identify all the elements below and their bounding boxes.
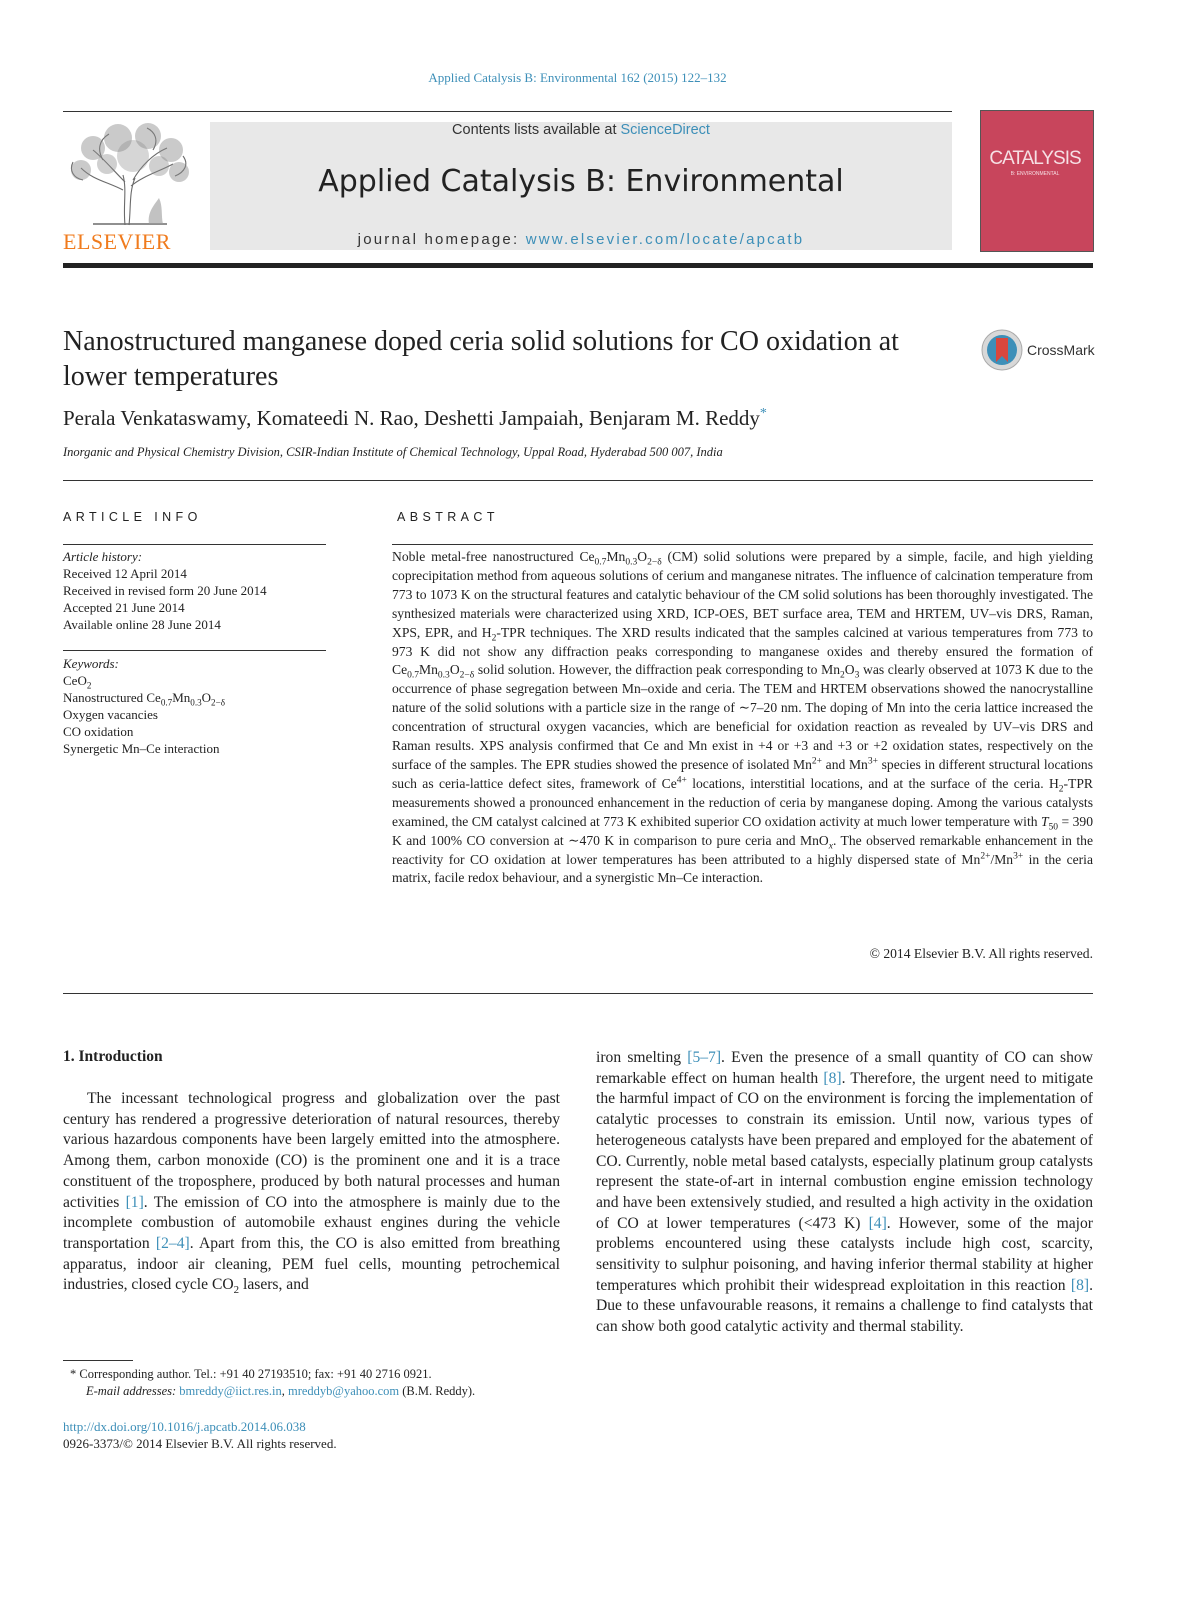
- keyword-item: CO oxidation: [63, 724, 134, 739]
- contents-line: [210, 122, 952, 138]
- email-suffix: (B.M. Reddy).: [399, 1384, 476, 1398]
- corresponding-author-note: * Corresponding author. Tel.: +91 40 27193510; fax: +91 40 2716 0921.: [70, 1367, 432, 1381]
- contents-prefix: Contents lists available at: [452, 122, 621, 138]
- email-link[interactable]: mreddyb@yahoo.com: [288, 1384, 400, 1398]
- ref-link[interactable]: [8]: [823, 1069, 842, 1087]
- crossmark-label[interactable]: CrossMark: [1027, 342, 1095, 358]
- abstract-copyright: © 2014 Elsevier B.V. All rights reserved.: [869, 946, 1093, 961]
- keyword-item: Oxygen vacancies: [63, 707, 158, 722]
- ref-link[interactable]: [1]: [125, 1193, 144, 1211]
- elsevier-wordmark: ELSEVIER: [63, 229, 171, 254]
- journal-cover-thumbnail[interactable]: [980, 110, 1094, 252]
- journal-homepage-line: [210, 231, 952, 248]
- doi-link[interactable]: http://dx.doi.org/10.1016/j.apcatb.2014.06.038: [63, 1419, 306, 1434]
- ref-link[interactable]: [5–7]: [687, 1049, 722, 1066]
- keyword-item: Nanostructured $Ce_{0.7}Mn_{0.3}O_{2-\delta}$: [63, 690, 226, 708]
- history-item: Available online 28 June 2014: [63, 617, 221, 632]
- keyword-item: Synergetic Mn–Ce interaction: [63, 741, 220, 756]
- email-link[interactable]: bmreddy@iict.res.in: [179, 1384, 282, 1398]
- body-column-left: The incessant technological progress and globalization over the past century has rendered a progressive deterioration of natural resources, thereby various hazardous components have been largely emitted into the atmosphere. Among them, carbon monoxide (CO) is the prominent one and it is a trace constituent of the troposphere, produced by both natural processes and human activities [1]. The emission of CO into the atmosphere is mainly due to the incomplete combustion of automobile exhaust engines during the vehicle transportation [2–4]. Apart from this, the CO is also emitted from breathing apparatus, indoor air cleaning, PEM fuel cells, mounting petrochemical industries, closed cycle $CO_2$ lasers, and: [63, 1090, 561, 1297]
- body-column-right: iron smelting [5–7]. Even the presence of a small quantity of CO can show remarkable effect on human health [8]. Therefore, the urgent need to mitigate the harmful impact of CO on the environment is forcing the implementation of catalytic processes to constrain its emission. Until now, various types of heterogeneous catalysts have been prepared and employed for the abatement of CO. Currently, noble metal based catalysts, especially platinum group catalysts represent the state-of-art in internal combustion engine emission technology and have been extensively studied, and resulted a high activity in the oxidation of CO at lower temperatures (<473 K) [4]. However, some of the major problems encountered using these catalysts include high cost, scarcity, sensitivity to sulphur poisoning, and having inferior thermal stability at higher temperatures which prohibit their widespread exploitation in this reaction [8]. Due to these unfavourable reasons, it remains a challenge to find catalysts that can show both good catalytic activity and thermal stability.: [596, 1049, 1093, 1336]
- history-label: Article history:: [63, 549, 143, 564]
- sciencedirect-link[interactable]: ScienceDirect: [620, 122, 710, 138]
- corresponding-author-mark[interactable]: *: [759, 406, 767, 421]
- homepage-prefix: journal homepage:: [357, 231, 526, 248]
- authors-text: Perala Venkataswamy, Komateedi N. Rao, Deshetti Jampaiah, Benjaram M. Reddy: [63, 406, 760, 430]
- ref-link[interactable]: [4]: [868, 1214, 887, 1232]
- journal-title: Applied Catalysis B: Environmental: [318, 164, 844, 199]
- history-item: Received in revised form 20 June 2014: [63, 583, 267, 598]
- author-list: [63, 406, 767, 431]
- cover-title: CATALYSIS: [989, 148, 1081, 169]
- issn-line: 0926-3373/© 2014 Elsevier B.V. All rights reserved.: [63, 1436, 337, 1451]
- homepage-link[interactable]: www.elsevier.com/locate/apcatb: [525, 231, 805, 248]
- email-note: E-mail addresses: bmreddy@iict.res.in, mreddyb@yahoo.com (B.M. Reddy).: [86, 1384, 476, 1398]
- section-heading-introduction: 1. Introduction: [63, 1048, 163, 1065]
- footnote-rule: [63, 1360, 133, 1361]
- keywords-label: Keywords:: [63, 656, 119, 671]
- ref-link[interactable]: [2–4]: [155, 1234, 190, 1252]
- header-bottom-rule: [63, 263, 1093, 268]
- abstract-text: Noble metal-free nanostructured $Ce_{0.7}Mn_{0.3}O_{2-\delta}$ (CM) solid solutions were prepared by a simple, facile, and high yielding coprecipitation method from aqueous solutions of cerium and manganese nitrates. The influence of calcination temperature from 773 to 1073 K on the structural features and catalytic behaviour of the CM solid solutions has been thoroughly investigated. The synthesized materials were characterized using XRD, ICP-OES, BET surface area, TEM and HRTEM, UV–vis DRS, Raman, XPS, EPR, and $H_2$-TPR techniques. The XRD results indicated that the samples calcined at various temperatures from 773 to 973 K did not show any diffraction peaks corresponding to manganese oxides and thereby ensured the formation of $Ce_{0.7}Mn_{0.3}O_{2-\delta}$ solid solution. However, the diffraction peak corresponding to $Mn_2O_3$ was clearly observed at 1073 K due to the occurrence of phase segregation between Mn–oxide and ceria. The TEM and HRTEM observations showed the nanocrystalline nature of the solid solutions with a particle size in the range of ∼7–20 nm. The doping of Mn into the ceria lattice increased the concentration of structural oxygen vacancies, which are beneficial for oxidation reaction as revealed by UV–vis DRS and Raman results. XPS analysis confirmed that Ce and Mn exist in +4 or +3 and +3 or +2 oxidation states, respectively on the surface of the samples. The EPR studies showed the presence of isolated $Mn^{2+}$ and $Mn^{3+}$ species in different structural locations such as ceria-lattice defect sites, framework of $Ce^{4+}$ locations, interstitial locations, and at the surface of the ceria. $H_2$-TPR measurements showed a pronounced enhancement in the reduction of ceria by manganese doping. Among the various catalysts examined, the CM catalyst calcined at 773 K exhibited superior CO oxidation activity at much lower temperature with $T_{50} = 390$ K and 100% CO conversion at ∼470 K in comparison to pure ceria and MnO$_x$. The observed remarkable enhancement in the reactivity for CO oxidation at lower temperatures has been attributed to a highly dispersed state of $Mn^{2+}/Mn^{3+}$ in the ceria matrix, facile redox behaviour, and a synergistic Mn–Ce interaction.: [392, 549, 1093, 886]
- keyword-item: CeO$_2$: [63, 673, 92, 691]
- history-item: Accepted 21 June 2014: [63, 600, 185, 615]
- article-info-heading: ARTICLE INFO: [63, 510, 202, 524]
- article-history: [63, 548, 333, 633]
- keywords-rule: [63, 650, 326, 651]
- header-top-rule: [63, 111, 952, 112]
- keywords-block: [63, 655, 333, 757]
- cover-subtitle: B: ENVIRONMENTAL: [1010, 171, 1060, 177]
- history-item: Received 12 April 2014: [63, 566, 187, 581]
- ref-link[interactable]: [8]: [1070, 1276, 1090, 1294]
- journal-citation[interactable]: Applied Catalysis B: Environmental 162 (2015) 122–132: [428, 70, 727, 85]
- article-info-rule: [63, 544, 326, 545]
- abstract-rule: [392, 544, 1093, 545]
- abstract-heading: ABSTRACT: [397, 510, 499, 524]
- affiliation: Inorganic and Physical Chemistry Division, CSIR-Indian Institute of Chemical Technology, Uppal Road, Hyderabad 500 007, India: [63, 445, 723, 459]
- crossmark-icon[interactable]: [980, 328, 1024, 372]
- email-label: E-mail addresses:: [86, 1384, 180, 1398]
- article-title: Nanostructured manganese doped ceria solid solutions for CO oxidation at lower temperatures: [63, 326, 899, 392]
- title-divider: [63, 480, 1093, 481]
- abstract-divider: [63, 993, 1093, 994]
